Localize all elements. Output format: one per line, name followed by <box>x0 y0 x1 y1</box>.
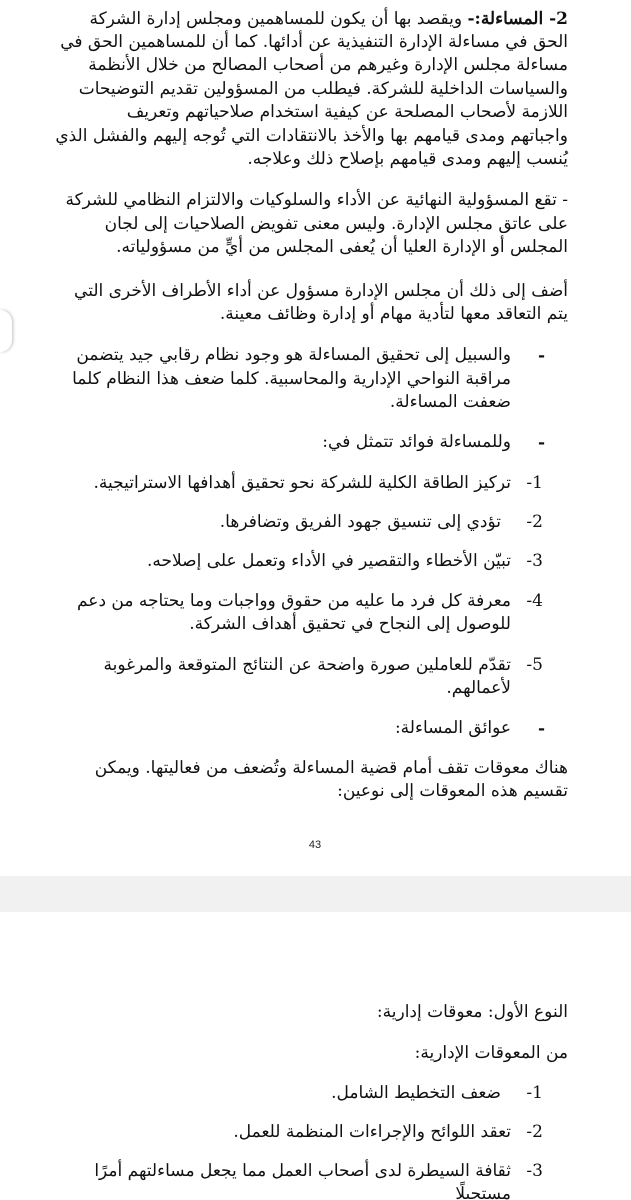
list-number: 1- <box>526 473 543 493</box>
paragraph-line: - تقع المسؤولية النهائية عن الأداء والسلوكيات والالتزام النظامي للشركة <box>65 190 568 210</box>
list-item-text: تقدّم للعاملين صورة واضحة عن النتائج المتوقعة والمرغوبة <box>103 655 511 675</box>
bullet-marker: - <box>537 433 545 453</box>
section-heading: 2- المساءلة:- <box>467 9 568 29</box>
paragraph-line: مساءلة مجلس الإدارة وغيرهم من أصحاب المصالح من خلال الأنظمة <box>88 55 568 75</box>
list-item-text: تبيّن الأخطاء والتقصير في الأداء وتعمل على إصلاحه. <box>146 551 511 571</box>
list-number: 3- <box>526 551 543 571</box>
bullet-marker: - <box>537 719 545 739</box>
paragraph-line: واجباتهم ومدى قيامهم بها والأخذ بالانتقادات التي تُوجه إليهم والفشل الذي <box>55 126 568 146</box>
bullet-line: وللمساءلة فوائد تتمثل في: <box>322 432 511 452</box>
paragraph-line: أضف إلى ذلك أن مجلس الإدارة مسؤول عن أداء الأطراف الأخرى التي <box>74 281 568 301</box>
list-number: 5- <box>526 655 543 675</box>
list-item-text: ضعف التخطيط الشامل. <box>331 1083 501 1103</box>
paragraph-line: والسياسات الداخلية للشركة. فيطلب من المسؤولين تقديم التوضيحات <box>78 79 568 99</box>
paragraph-line: من المعوقات الإدارية: <box>414 1043 568 1063</box>
paragraph-line: يُنسب إليهم ومدى قيامهم بإصلاح ذلك وعلاجه. <box>247 149 568 169</box>
bullet-line: مراقبة النواحي الإدارية والمحاسبية. كلما ضعف هذا النظام كلما <box>72 369 511 389</box>
list-item-text: مستحيلًا <box>455 1184 511 1200</box>
document-page-44 <box>0 912 631 1200</box>
list-item-text: معرفة كل فرد ما عليه من حقوق وواجبات وما يحتاجه من دعم <box>76 591 511 611</box>
page-number: 43 <box>308 839 322 851</box>
list-item-text: ثقافة السيطرة لدى أصحاب العمل مما يجعل مساءلتهم أمرًا <box>94 1161 511 1181</box>
list-number: 1- <box>526 1083 543 1103</box>
bullet-marker: - <box>537 346 545 366</box>
bullet-line: عوائق المساءلة: <box>394 718 511 738</box>
list-item-text: تؤدي إلى تنسيق جهود الفريق وتضافرها. <box>219 512 501 532</box>
list-number: 4- <box>526 591 543 611</box>
list-number: 2- <box>526 512 543 532</box>
section-heading: النوع الأول: معوقات إدارية: <box>376 1002 568 1022</box>
bullet-line: والسبيل إلى تحقيق المساءلة هو وجود نظام رقابي جيد يتضمن <box>76 345 511 365</box>
list-number: 3- <box>526 1161 543 1181</box>
page-gap <box>0 876 631 912</box>
paragraph-line: يتم التعاقد معها لتأدية مهام أو إدارة وظائف معينة. <box>219 304 568 324</box>
list-item-text: تركيز الطاقة الكلية للشركة نحو تحقيق أهدافها الاستراتيجية. <box>93 473 511 493</box>
list-item-text: للوصول إلى النجاح في تحقيق أهداف الشركة. <box>189 614 511 634</box>
list-item-text: تعقد اللوائح والإجراءات المنظمة للعمل. <box>233 1122 511 1142</box>
paragraph-line: هناك معوقات تقف أمام قضية المساءلة وتُضعف من فعاليتها. ويمكن <box>94 758 568 778</box>
paragraph-line: على عاتق مجلس الإدارة. وليس معنى تفويض الصلاحيات إلى لجان <box>104 214 568 234</box>
paragraph-line: اللازمة لأصحاب المصلحة عن كيفية استخدام صلاحياتهم وتعريف <box>126 102 568 122</box>
paragraph-line: 2- المساءلة:- ويقصد بها أن يكون للمساهمين ومجلس إدارة الشركة <box>89 9 568 29</box>
paragraph-line: المجلس أو الإدارة العليا أن يُعفى المجلس من أيٍّ من مسؤولياته. <box>116 237 568 257</box>
side-scroll-tab[interactable] <box>0 310 12 352</box>
paragraph-line: تقسيم هذه المعوقات إلى نوعين: <box>337 781 568 801</box>
paragraph-line: الحق في مساءلة الإدارة التنفيذية عن أدائها. كما أن للمساهمين الحق في <box>60 32 568 52</box>
list-number: 2- <box>526 1122 543 1142</box>
bullet-line: ضعفت المساءلة. <box>389 392 511 412</box>
list-item-text: لأعمالهم. <box>446 678 511 698</box>
